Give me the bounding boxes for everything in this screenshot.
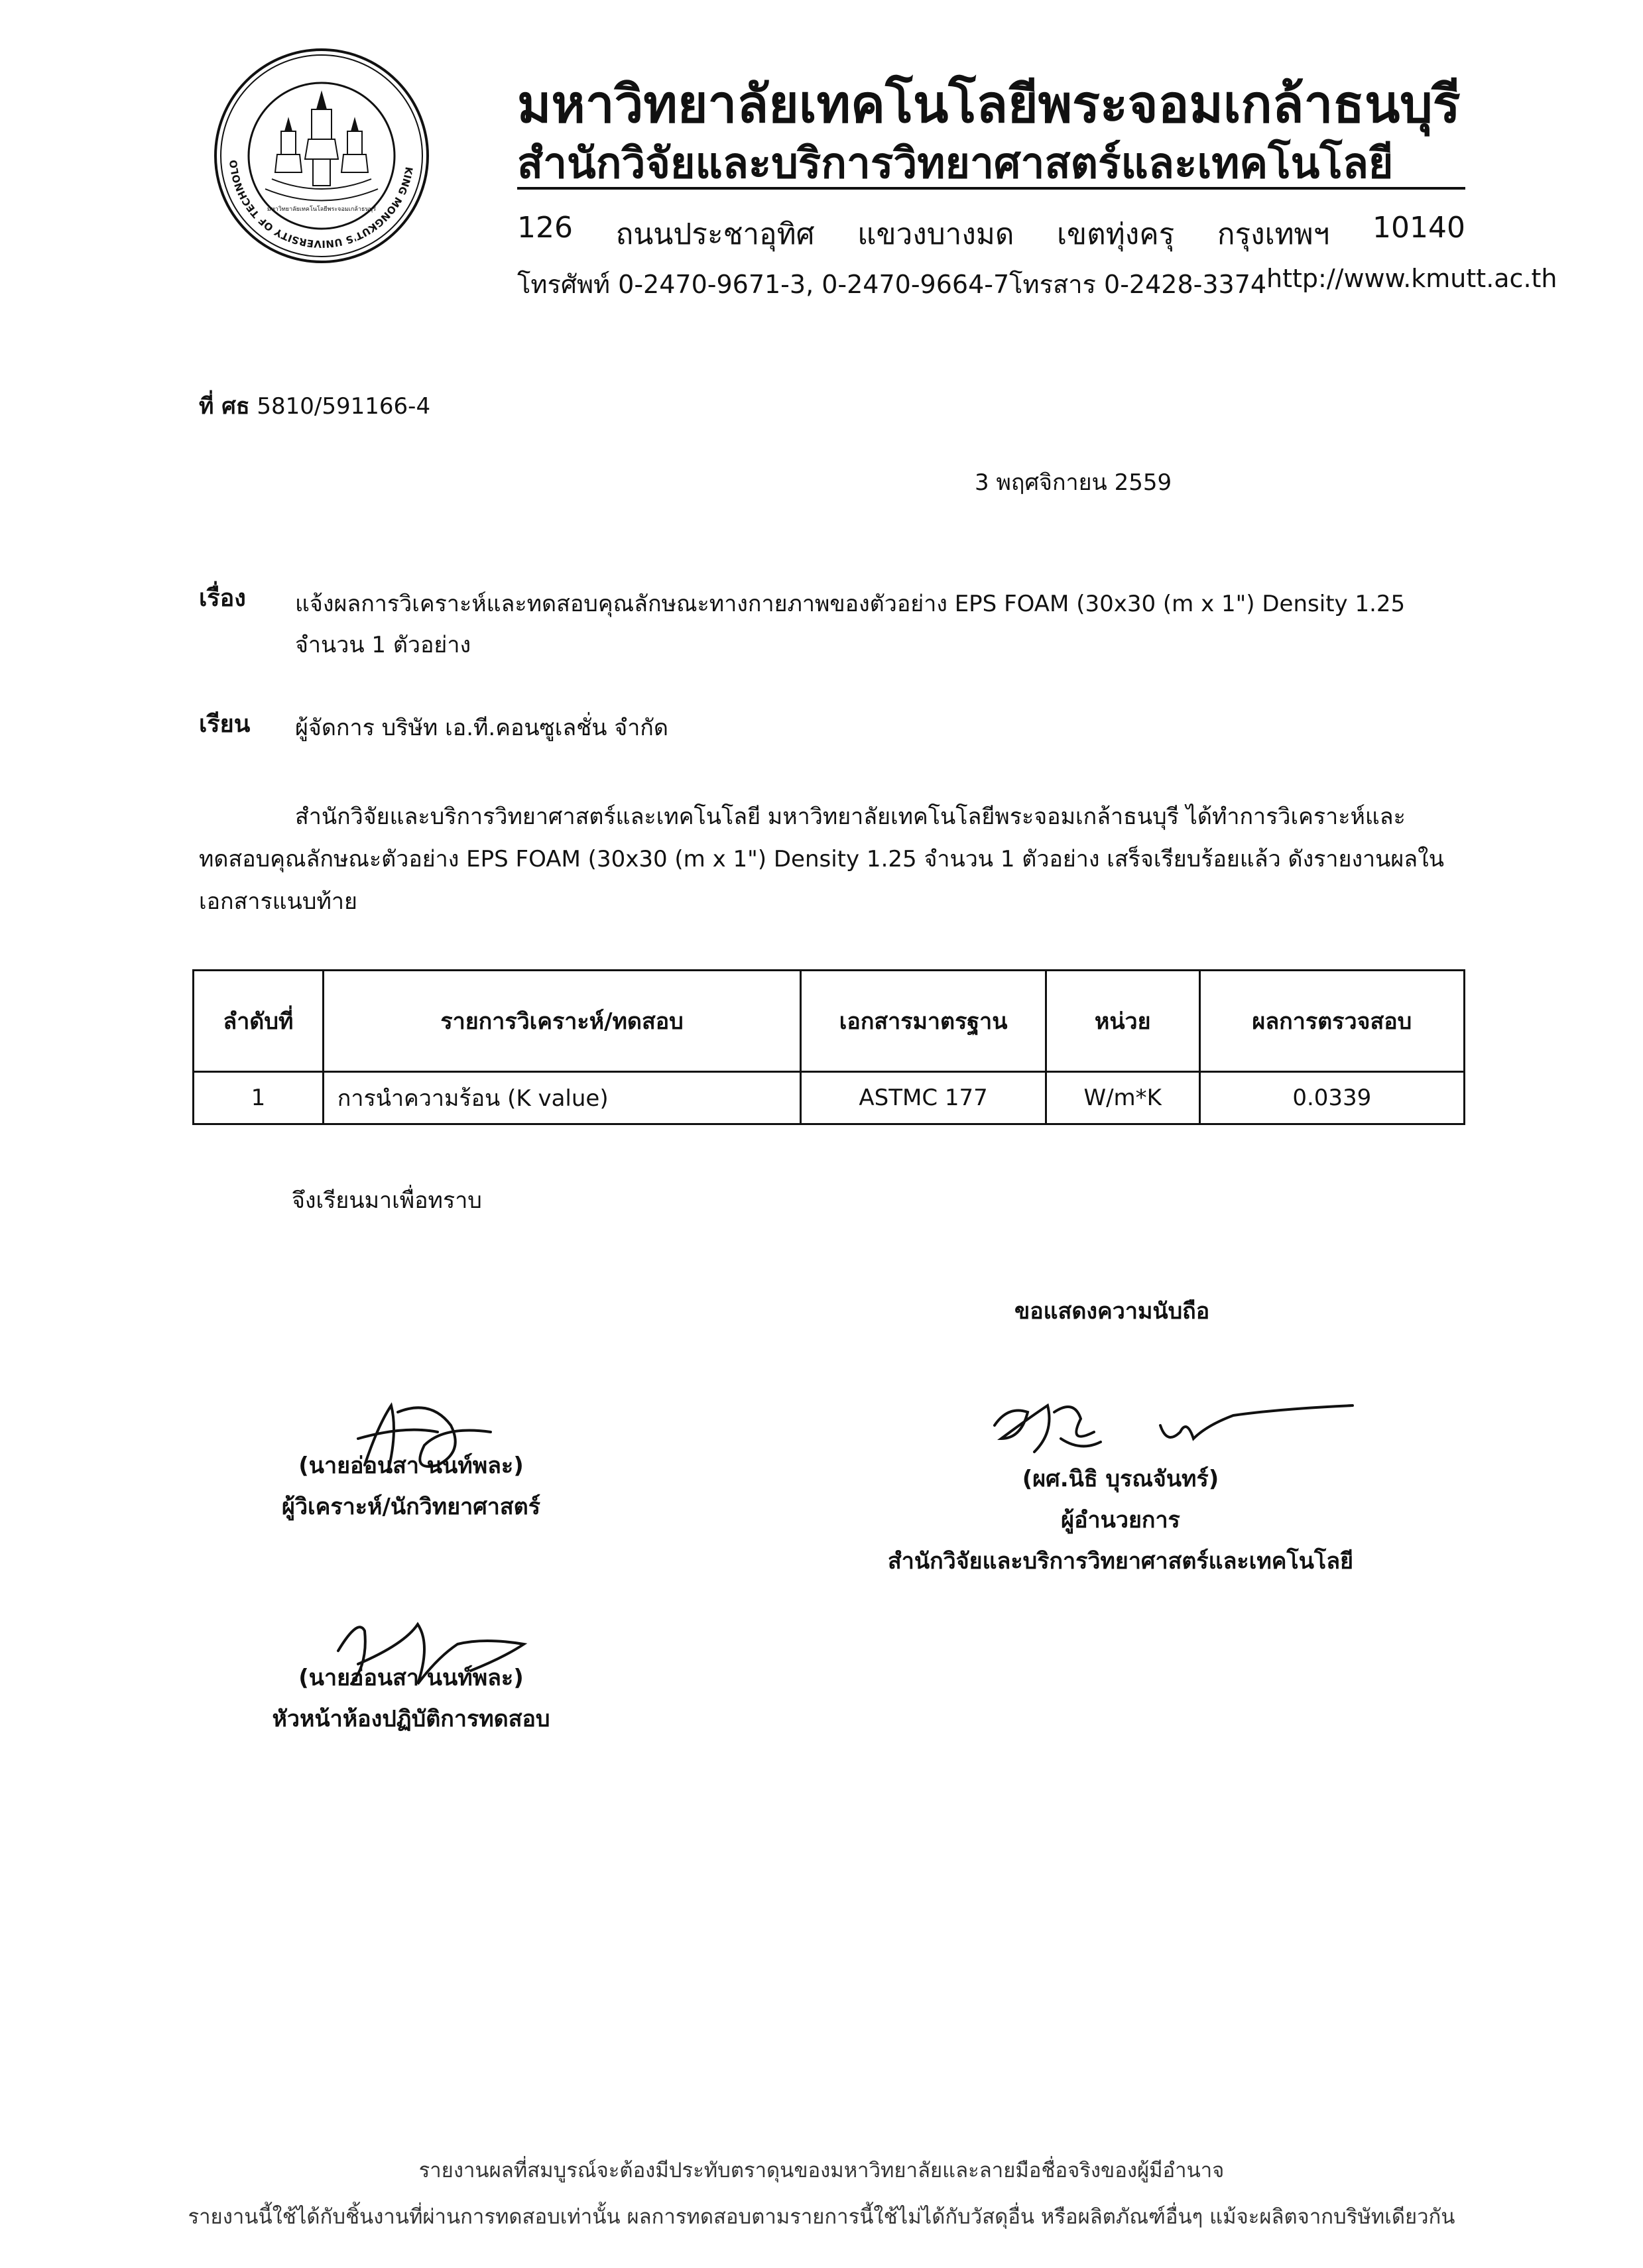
phone-numbers: โทรศัพท์ 0-2470-9671-3, 0-2470-9664-7 — [517, 270, 1010, 299]
cell-standard: ASTMC 177 — [801, 1072, 1046, 1124]
address-postcode: 10140 — [1372, 211, 1465, 245]
analyst-name: (นายอ่อนสา นนท์พละ) — [298, 1453, 524, 1479]
subject-label: เรื่อง — [199, 585, 246, 612]
address-subdistrict: แขวงบางมด — [857, 217, 1014, 251]
contact-line — [517, 264, 1557, 304]
address-province: กรุงเทพฯ — [1217, 217, 1330, 251]
fax-number: โทรสาร 0-2428-3374 — [1009, 270, 1267, 299]
subject-line-2: จำนวน 1 ตัวอย่าง — [295, 632, 471, 658]
header-unit: หน่วย — [1046, 971, 1199, 1072]
closing-text: จึงเรียนมาเพื่อทราบ — [292, 1187, 482, 1214]
letter-date: 3 พฤศจิกายน 2559 — [975, 469, 1172, 496]
institute-name: สำนักวิจัยและบริการวิทยาศาสตร์และเทคโนโลยี — [517, 139, 1394, 188]
address-line — [517, 211, 1465, 257]
director-title: ผู้อำนวยการ — [1061, 1507, 1180, 1533]
reference-value: 5810/591166-4 — [257, 393, 431, 420]
director-name: (ผศ.นิธิ บุรณจันทร์) — [1022, 1466, 1219, 1492]
footer-note-1: รายงานผลที่สมบูรณ์จะต้องมีประทับตราดุนของมหาวิทยาลัยและลายมือชื่อจริงของผู้มีอำนาจ — [418, 2159, 1225, 2182]
analyst-signature-block — [239, 1445, 583, 1527]
header-result: ผลการตรวจสอบ — [1199, 971, 1464, 1072]
cell-result: 0.0339 — [1199, 1072, 1464, 1124]
seal-inner-text: มหาวิทยาลัยเทคโนโลยีพระจอมเกล้าธนบุรี — [267, 206, 377, 213]
lab-head-title: หัวหน้าห้องปฏิบัติการทดสอบ — [272, 1706, 550, 1732]
header-sequence: ลำดับที่ — [194, 971, 324, 1072]
header-divider — [517, 187, 1465, 190]
address-district: เขตทุ่งครุ — [1057, 217, 1175, 251]
regards-text: ขอแสดงความนับถือ — [1014, 1298, 1210, 1325]
director-signature-block — [855, 1459, 1386, 1582]
header-standard: เอกสารมาตรฐาน — [801, 971, 1046, 1072]
director-signature — [981, 1379, 1379, 1472]
cell-sequence: 1 — [194, 1072, 324, 1124]
addressee-text: ผู้จัดการ บริษัท เอ.ที.คอนซูเลชั่น จำกัด — [295, 715, 668, 741]
header-test-item: รายการวิเคราะห์/ทดสอบ — [323, 971, 801, 1072]
addressee-label: เรียน — [199, 711, 251, 738]
address-number: 126 — [517, 211, 573, 245]
reference-number — [199, 388, 430, 424]
university-seal-logo — [212, 46, 431, 265]
analyst-title: ผู้วิเคราะห์/นักวิทยาศาสตร์ — [282, 1494, 540, 1520]
address-road: ถนนประชาอุทิศ — [615, 217, 815, 251]
reference-label: ที่ ศธ — [199, 393, 250, 420]
lab-head-name: (นายอ่อนสา นนท์พละ) — [298, 1665, 524, 1691]
table-header-row — [194, 971, 1465, 1072]
body-paragraph: สำนักวิจัยและบริการวิทยาศาสตร์และเทคโนโลยี มหาวิทยาลัยเทคโนโลยีพระจอมเกล้าธนบุรี ได้ทำการวิเคราะห์และทดสอบคุณลักษณะตัวอย่าง EPS FOAM (30x30 (m x 1") Density 1.25 จำนวน 1 ตัวอย่าง เสร็จเรียบร้อยแล้ว ดังรายงานผลในเอกสารแนบท้าย — [199, 804, 1444, 915]
table-row — [194, 1072, 1465, 1124]
university-name: มหาวิทยาลัยเทคโนโลยีพระจอมเกล้าธนบุรี — [517, 74, 1461, 135]
director-organization: สำนักวิจัยและบริการวิทยาศาสตร์และเทคโนโลยี — [888, 1548, 1353, 1575]
lab-head-signature-block — [239, 1657, 583, 1740]
cell-unit: W/m*K — [1046, 1072, 1199, 1124]
subject-text — [295, 583, 1462, 666]
website-link[interactable]: http://www.kmutt.ac.th — [1266, 264, 1557, 293]
cell-test-item: การนำความร้อน (K value) — [323, 1072, 801, 1124]
results-table — [192, 969, 1465, 1125]
seal-ring-text: KING MONGKUT'S UNIVERSITY OF TECHNOLO — [227, 159, 415, 251]
subject-line-1: แจ้งผลการวิเคราะห์และทดสอบคุณลักษณะทางกายภาพของตัวอย่าง EPS FOAM (30x30 (m x 1") Density 1.25 — [295, 591, 1406, 617]
footer-note-2: รายงานนี้ใช้ได้กับชิ้นงานที่ผ่านการทดสอบเท่านั้น ผลการทดสอบตามรายการนี้ใช้ไม่ได้กับวัสดุอื่น หรือผลิตภัณฑ์อื่นๆ แม้จะผลิตจากบริษัทเดียวกัน — [188, 2205, 1455, 2229]
